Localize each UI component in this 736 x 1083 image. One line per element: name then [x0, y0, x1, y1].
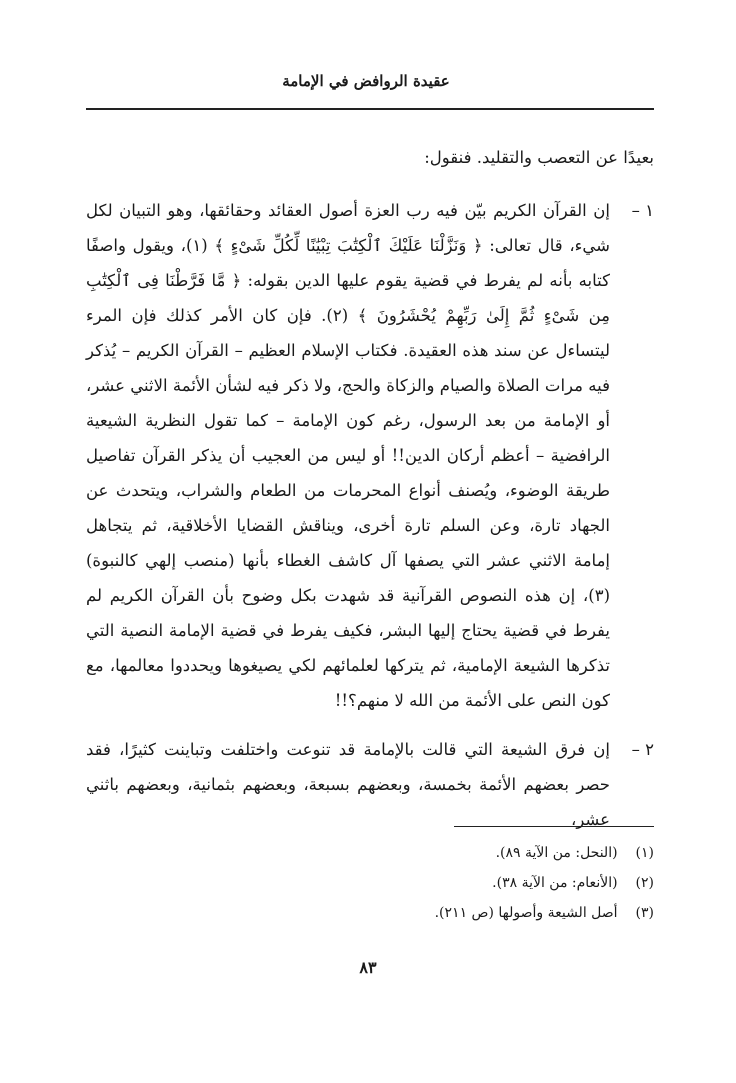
running-title: عقيدة الروافض في الإمامة [282, 72, 450, 90]
header-rule [86, 108, 654, 110]
item-paragraph: إن فرق الشيعة التي قالت بالإمامة قد تنوعت واختلفت وتباينت كثيرًا، فقد حصر بعضهم الأئمة بخمسة، وبعضهم بسبعة، وبعضهم بثمانية، وبعضهم باثني عشر، [86, 740, 610, 829]
footnote-number: (٢) [635, 875, 654, 891]
footnote-rule [454, 826, 654, 827]
list-item-1 [86, 193, 654, 718]
footnote-text: (النحل: من الآية ٨٩). [495, 845, 618, 861]
item-paragraph: إن القرآن الكريم بيّن فيه رب العزة أصول العقائد وحقائقها، وهو التبيان لكل شيء، قال تعالى: ﴿ وَنَزَّلْنَا عَلَيْكَ ٱلْكِتَٰبَ تِبْيَٰنًا لِّكُلِّ شَىْءٍ ﴾ (١)، ويقول واصفًا كتابه بأنه لم يفرط في قضية يقوم عليها الدين بقوله: ﴿ مَّا فَرَّطْنَا فِى ٱلْكِتَٰبِ مِن شَىْءٍ ثُمَّ إِلَىٰ رَبِّهِمْ يُحْشَرُونَ ﴾ (٢). فإن كان الأمر كذلك فإن المرء ليتساءل عن سند هذه العقيدة. فكتاب الإسلام العظيم – القرآن الكريم – يُذكر فيه مرات الصلاة والصيام والزكاة والحج، ولا ذكر فيه لشأن الأئمة الاثني عشر، أو الإمامة من بعد الرسول، رغم كون الإمامة – كما تقول النظرية الشيعية الرافضية – أعظم أركان الدين!! أو ليس من العجيب أن يذكر القرآن تفاصيل طريقة الوضوء، ويُصنف أنواع المحرمات من الطعام والشراب، ويتحدث عن الجهاد تارة، وعن السلم تارة أخرى، ويناقش القضايا الأخلاقية، ثم يتجاهل إمامة الاثني عشر التي يصفها آل كاشف الغطاء بأنها (منصب إلهي كالنبوة) (٣)، إن هذه النصوص القرآنية قد شهدت بكل وضوح بأن القرآن الكريم لم يفرط في قضية يحتاج إليها البشر، فكيف يفرط في قضية الإمامة النصية التي تذكرها الشيعة الإمامية، ثم يتركها لعلمائهم لكي يصيغوها ويحددوا معالمها، مع كون النص على الأئمة من الله لا منهم؟!! [86, 201, 611, 710]
page-number: ٨٣ [359, 958, 377, 977]
footnotes [86, 838, 654, 928]
footnote-number: (١) [635, 845, 654, 861]
item-number: ٢ – [631, 740, 654, 759]
body-text [86, 140, 654, 851]
intro-line: بعيدًا عن التعصب والتقليد. فنقول: [424, 148, 654, 167]
footnote [86, 898, 654, 928]
footnote [86, 868, 654, 898]
list-item-2 [86, 732, 654, 837]
footnote [86, 838, 654, 868]
footnote-number: (٣) [635, 905, 654, 921]
item-number: ١ – [631, 201, 654, 220]
footnote-text: أصل الشيعة وأصولها (ص ٢١١). [434, 905, 618, 921]
footnote-text: (الأنعام: من الآية ٣٨). [492, 875, 618, 891]
